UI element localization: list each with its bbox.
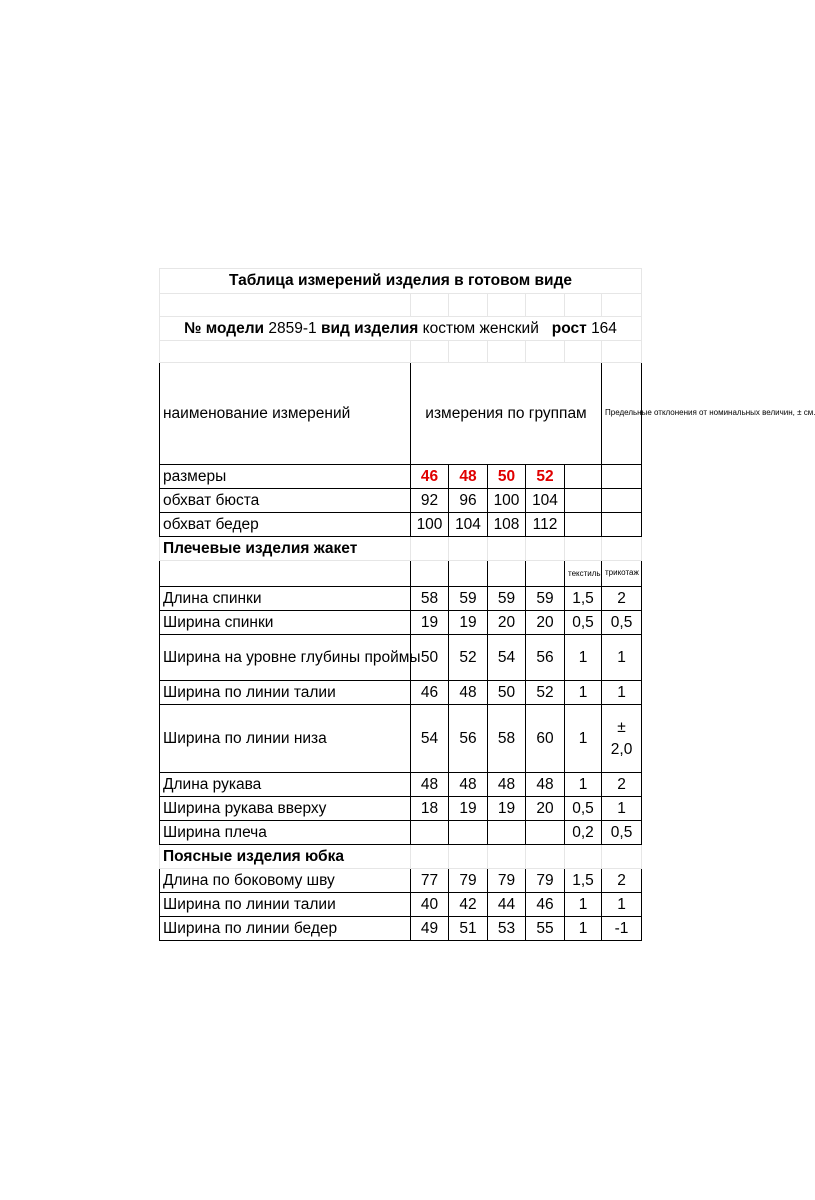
measurement-sheet: [159, 268, 815, 941]
table-title: Таблица измерений изделия в готовом виде: [160, 269, 642, 294]
cell: 1: [565, 773, 602, 797]
row-label: Ширина плеча: [160, 821, 411, 845]
cell: 20: [488, 611, 526, 635]
row-label: Ширина по линии бедер: [160, 917, 411, 941]
cell: 44: [488, 893, 526, 917]
cell: 1: [565, 681, 602, 705]
cell: 46: [411, 681, 449, 705]
row-label: Ширина по линии низа: [160, 705, 411, 773]
cell: 104: [449, 513, 488, 537]
cell: 1: [565, 893, 602, 917]
type-label: вид изделия: [320, 319, 419, 337]
row-label: Длина спинки: [160, 587, 411, 611]
table-row: [160, 635, 642, 681]
cell: 52: [449, 635, 488, 681]
row-label: Ширина рукава вверху: [160, 797, 411, 821]
cell: 100: [411, 513, 449, 537]
size-50: 50: [488, 465, 526, 489]
cell: [449, 821, 488, 845]
cell: 40: [411, 893, 449, 917]
cell: 50: [411, 635, 449, 681]
section-jacket-title: Плечевые изделия жакет: [160, 537, 411, 561]
cell: 59: [488, 587, 526, 611]
cell: 77: [411, 869, 449, 893]
tolerance-textile-label: текстиль: [565, 561, 602, 587]
cell: 1: [565, 705, 602, 773]
table-row: [160, 869, 642, 893]
model-line: [160, 317, 642, 341]
header-tolerance: Предельные отклонения от номинальных величин, ± см.: [602, 363, 642, 465]
cell: 79: [526, 869, 565, 893]
cell: 0,2: [565, 821, 602, 845]
cell: 19: [411, 611, 449, 635]
cell: 2: [602, 869, 642, 893]
cell: 0,5: [602, 821, 642, 845]
cell: 20: [526, 611, 565, 635]
type-value: костюм женский: [422, 319, 539, 337]
table-row: [160, 917, 642, 941]
cell: 48: [449, 773, 488, 797]
cell: 48: [526, 773, 565, 797]
cell: 53: [488, 917, 526, 941]
cell: 48: [411, 773, 449, 797]
cell: 96: [449, 489, 488, 513]
row-label: Длина рукава: [160, 773, 411, 797]
cell: 48: [488, 773, 526, 797]
table-row: [160, 797, 642, 821]
table-row: [160, 773, 642, 797]
cell: [411, 821, 449, 845]
cell: 1: [602, 635, 642, 681]
cell: 59: [526, 587, 565, 611]
cell: 92: [411, 489, 449, 513]
cell: 79: [488, 869, 526, 893]
height-label: рост: [551, 319, 587, 337]
cell: [602, 705, 642, 773]
cell: 2: [602, 773, 642, 797]
cell: 1: [602, 797, 642, 821]
cell: -1: [602, 917, 642, 941]
cell: 58: [411, 587, 449, 611]
cell: 0,5: [602, 611, 642, 635]
cell: 50: [488, 681, 526, 705]
row-label: обхват бюста: [160, 489, 411, 513]
cell: 54: [411, 705, 449, 773]
cell: 20: [526, 797, 565, 821]
table-row: [160, 893, 642, 917]
table-row: [160, 705, 642, 773]
table-row: [160, 821, 642, 845]
cell: 19: [488, 797, 526, 821]
cell: 19: [449, 797, 488, 821]
row-label: Длина по боковому шву: [160, 869, 411, 893]
cell: 1,5: [565, 587, 602, 611]
size-48: 48: [449, 465, 488, 489]
table-row: [160, 681, 642, 705]
cell: 42: [449, 893, 488, 917]
table-row: [160, 513, 642, 537]
cell: 48: [449, 681, 488, 705]
row-label: Ширина на уровне глубины проймы: [160, 635, 411, 681]
size-52: 52: [526, 465, 565, 489]
cell: 56: [526, 635, 565, 681]
model-value: 2859-1: [268, 319, 317, 337]
model-label: № модели: [184, 319, 265, 337]
cell: 55: [526, 917, 565, 941]
cell: 1,5: [565, 869, 602, 893]
tolerance-knit-label: трикотаж: [602, 561, 642, 587]
section-skirt-title: Поясные изделия юбка: [160, 845, 411, 869]
cell: [488, 821, 526, 845]
cell: 1: [565, 635, 602, 681]
plus-minus-sign: ±: [617, 718, 626, 736]
cell: [526, 821, 565, 845]
sizes-label: размеры: [160, 465, 411, 489]
table-row: [160, 587, 642, 611]
header-groups: измерения по группам: [411, 363, 602, 465]
cell: 59: [449, 587, 488, 611]
row-label: Ширина по линии талии: [160, 893, 411, 917]
cell: 19: [449, 611, 488, 635]
cell: 1: [602, 681, 642, 705]
tolerance-value: 2,0: [610, 740, 633, 758]
cell: 100: [488, 489, 526, 513]
row-label: Ширина по линии талии: [160, 681, 411, 705]
table-row: [160, 611, 642, 635]
cell: 108: [488, 513, 526, 537]
cell: 58: [488, 705, 526, 773]
cell: 18: [411, 797, 449, 821]
size-46: 46: [411, 465, 449, 489]
cell: 2: [602, 587, 642, 611]
cell: 60: [526, 705, 565, 773]
height-value: 164: [591, 319, 617, 337]
cell: 79: [449, 869, 488, 893]
cell: 0,5: [565, 797, 602, 821]
cell: 52: [526, 681, 565, 705]
cell: 49: [411, 917, 449, 941]
cell: 1: [565, 917, 602, 941]
cell: 104: [526, 489, 565, 513]
header-name: наименование измерений: [160, 363, 411, 465]
cell: 56: [449, 705, 488, 773]
table-row: [160, 489, 642, 513]
row-label: обхват бедер: [160, 513, 411, 537]
cell: 46: [526, 893, 565, 917]
cell: 1: [602, 893, 642, 917]
cell: 54: [488, 635, 526, 681]
row-label: Ширина спинки: [160, 611, 411, 635]
cell: 51: [449, 917, 488, 941]
cell: 112: [526, 513, 565, 537]
measurement-table: [159, 268, 815, 941]
cell: 0,5: [565, 611, 602, 635]
